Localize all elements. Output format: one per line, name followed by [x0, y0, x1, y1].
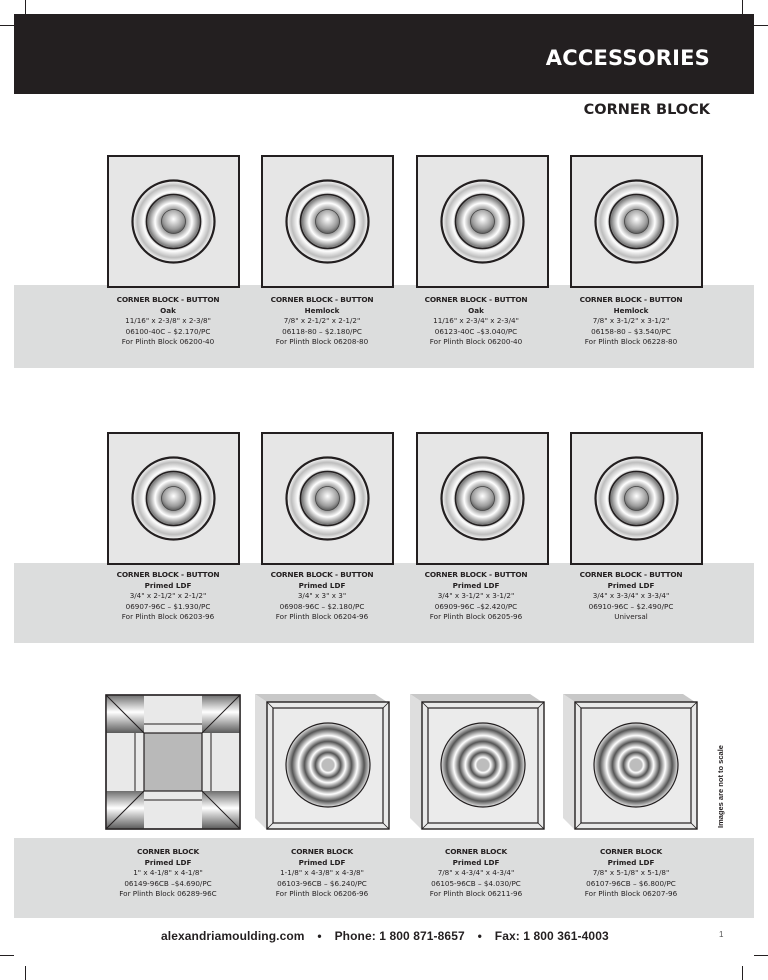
product-sku-price: 06123-40C –$3.040/PC	[434, 326, 518, 336]
product-dimensions: 7/8" x 2-1/2" x 2-1/2"	[283, 316, 361, 325]
product-dimensions: 11/16" x 2-3/4" x 2-3/4"	[433, 316, 519, 325]
product-title: CORNER BLOCK	[136, 847, 199, 856]
product-sku-price: 06909-96C –$2.420/PC	[434, 601, 518, 611]
product-material: Primed LDF	[144, 857, 192, 867]
product-plinth: For Plinth Block 06211-96	[429, 889, 523, 898]
button-corner-block-image	[107, 432, 240, 565]
product-plinth: For Plinth Block 06203-96	[121, 612, 215, 621]
product-sku-price: 06907-96C – $1.930/PC	[125, 601, 211, 611]
separator: •	[477, 929, 482, 943]
product-plinth: For Plinth Block 06200-40	[429, 337, 523, 346]
product-dimensions: 3/4" x 3" x 3"	[297, 591, 347, 600]
product-dimensions: 11/16" x 2-3/8" x 2-3/8"	[125, 316, 211, 325]
button-corner-block-image	[261, 432, 394, 565]
product-title: CORNER BLOCK	[444, 847, 507, 856]
product-dimensions: 1" x 4-1/8" x 4-1/8"	[133, 868, 203, 877]
product-caption	[556, 847, 706, 900]
product-material: Primed LDF	[452, 857, 500, 867]
product-title: CORNER BLOCK	[290, 847, 353, 856]
product-title: CORNER BLOCK - BUTTON	[579, 570, 683, 579]
product-dimensions: 7/8" x 5-1/8" x 5-1/8"	[592, 868, 670, 877]
scale-disclaimer: Images are not to scale	[716, 745, 725, 828]
rosette-corner-block-image	[410, 694, 546, 830]
product-caption	[247, 847, 397, 900]
product-plinth: For Plinth Block 06289-96C	[119, 889, 217, 898]
product-sku-price: 06105-96CB – $4.030/PC	[431, 878, 521, 888]
crop-mark	[754, 25, 768, 26]
product-dimensions: 7/8" x 3-1/2" x 3-1/2"	[592, 316, 670, 325]
section-subtitle: CORNER BLOCK	[583, 102, 710, 118]
product-caption	[401, 570, 551, 623]
crop-mark	[0, 955, 14, 956]
product-material: Primed LDF	[144, 580, 192, 590]
product-caption	[401, 847, 551, 900]
product-caption	[556, 570, 706, 623]
product-title: CORNER BLOCK - BUTTON	[270, 295, 374, 304]
button-corner-block-image	[570, 432, 703, 565]
crop-mark	[754, 955, 768, 956]
crop-mark	[0, 25, 14, 26]
button-corner-block-image	[416, 432, 549, 565]
product-dimensions: 3/4" x 3-3/4" x 3-3/4"	[592, 591, 670, 600]
product-title: CORNER BLOCK - BUTTON	[116, 295, 220, 304]
crop-mark	[742, 0, 743, 14]
website-link[interactable]: alexandriamoulding.com	[161, 929, 305, 943]
page-title: ACCESSORIES	[545, 46, 710, 70]
product-plinth: For Plinth Block 06228-80	[584, 337, 678, 346]
product-plinth: For Plinth Block 06207-96	[584, 889, 678, 898]
product-dimensions: 1-1/8" x 4-3/8" x 4-3/8"	[280, 868, 364, 877]
button-corner-block-image	[416, 155, 549, 288]
beveled-corner-block-image	[105, 694, 241, 830]
product-sku-price: 06910-96C – $2.490/PC	[588, 601, 674, 611]
product-material: Primed LDF	[298, 580, 346, 590]
product-caption	[247, 295, 397, 348]
product-title: CORNER BLOCK - BUTTON	[116, 570, 220, 579]
crop-mark	[742, 966, 743, 980]
product-material: Primed LDF	[607, 857, 655, 867]
separator: •	[317, 929, 322, 943]
product-material: Primed LDF	[452, 580, 500, 590]
product-sku-price: 06158-80 – $3.540/PC	[591, 326, 671, 336]
product-caption	[401, 295, 551, 348]
crop-mark	[25, 0, 26, 14]
product-dimensions: 7/8" x 4-3/4" x 4-3/4"	[437, 868, 515, 877]
product-dimensions: 3/4" x 2-1/2" x 2-1/2"	[129, 591, 207, 600]
product-title: CORNER BLOCK - BUTTON	[579, 295, 683, 304]
product-plinth: For Plinth Block 06205-96	[429, 612, 523, 621]
product-plinth: For Plinth Block 06204-96	[275, 612, 369, 621]
product-caption	[556, 295, 706, 348]
product-material: Primed LDF	[607, 580, 655, 590]
button-corner-block-image	[107, 155, 240, 288]
product-caption	[93, 570, 243, 623]
product-caption	[93, 847, 243, 900]
product-sku-price: 06107-96CB – $6.800/PC	[586, 878, 676, 888]
fax-number: Fax: 1 800 361-4003	[494, 929, 609, 943]
product-sku-price: 06908-96C – $2.180/PC	[279, 601, 365, 611]
rosette-corner-block-image	[255, 694, 391, 830]
product-title: CORNER BLOCK - BUTTON	[424, 295, 528, 304]
product-plinth: For Plinth Block 06206-96	[275, 889, 369, 898]
product-sku-price: 06149-96CB –$4.690/PC	[124, 878, 212, 888]
product-material: Hemlock	[304, 305, 340, 315]
product-title: CORNER BLOCK	[599, 847, 662, 856]
page-number: 1	[719, 930, 724, 939]
product-plinth: Universal	[614, 612, 648, 621]
crop-mark	[25, 966, 26, 980]
product-sku-price: 06103-96CB – $6.240/PC	[277, 878, 367, 888]
product-material: Primed LDF	[298, 857, 346, 867]
product-material: Hemlock	[613, 305, 649, 315]
product-material: Oak	[468, 305, 484, 315]
product-plinth: For Plinth Block 06208-80	[275, 337, 369, 346]
button-corner-block-image	[261, 155, 394, 288]
product-title: CORNER BLOCK - BUTTON	[270, 570, 374, 579]
product-sku-price: 06100-40C – $2.170/PC	[125, 326, 211, 336]
phone-number: Phone: 1 800 871-8657	[334, 929, 465, 943]
product-title: CORNER BLOCK - BUTTON	[424, 570, 528, 579]
product-plinth: For Plinth Block 06200-40	[121, 337, 215, 346]
product-dimensions: 3/4" x 3-1/2" x 3-1/2"	[437, 591, 515, 600]
product-caption	[93, 295, 243, 348]
product-caption	[247, 570, 397, 623]
rosette-corner-block-image	[563, 694, 699, 830]
footer-contact	[161, 929, 609, 943]
product-material: Oak	[160, 305, 176, 315]
product-sku-price: 06118-80 – $2.180/PC	[282, 326, 362, 336]
button-corner-block-image	[570, 155, 703, 288]
